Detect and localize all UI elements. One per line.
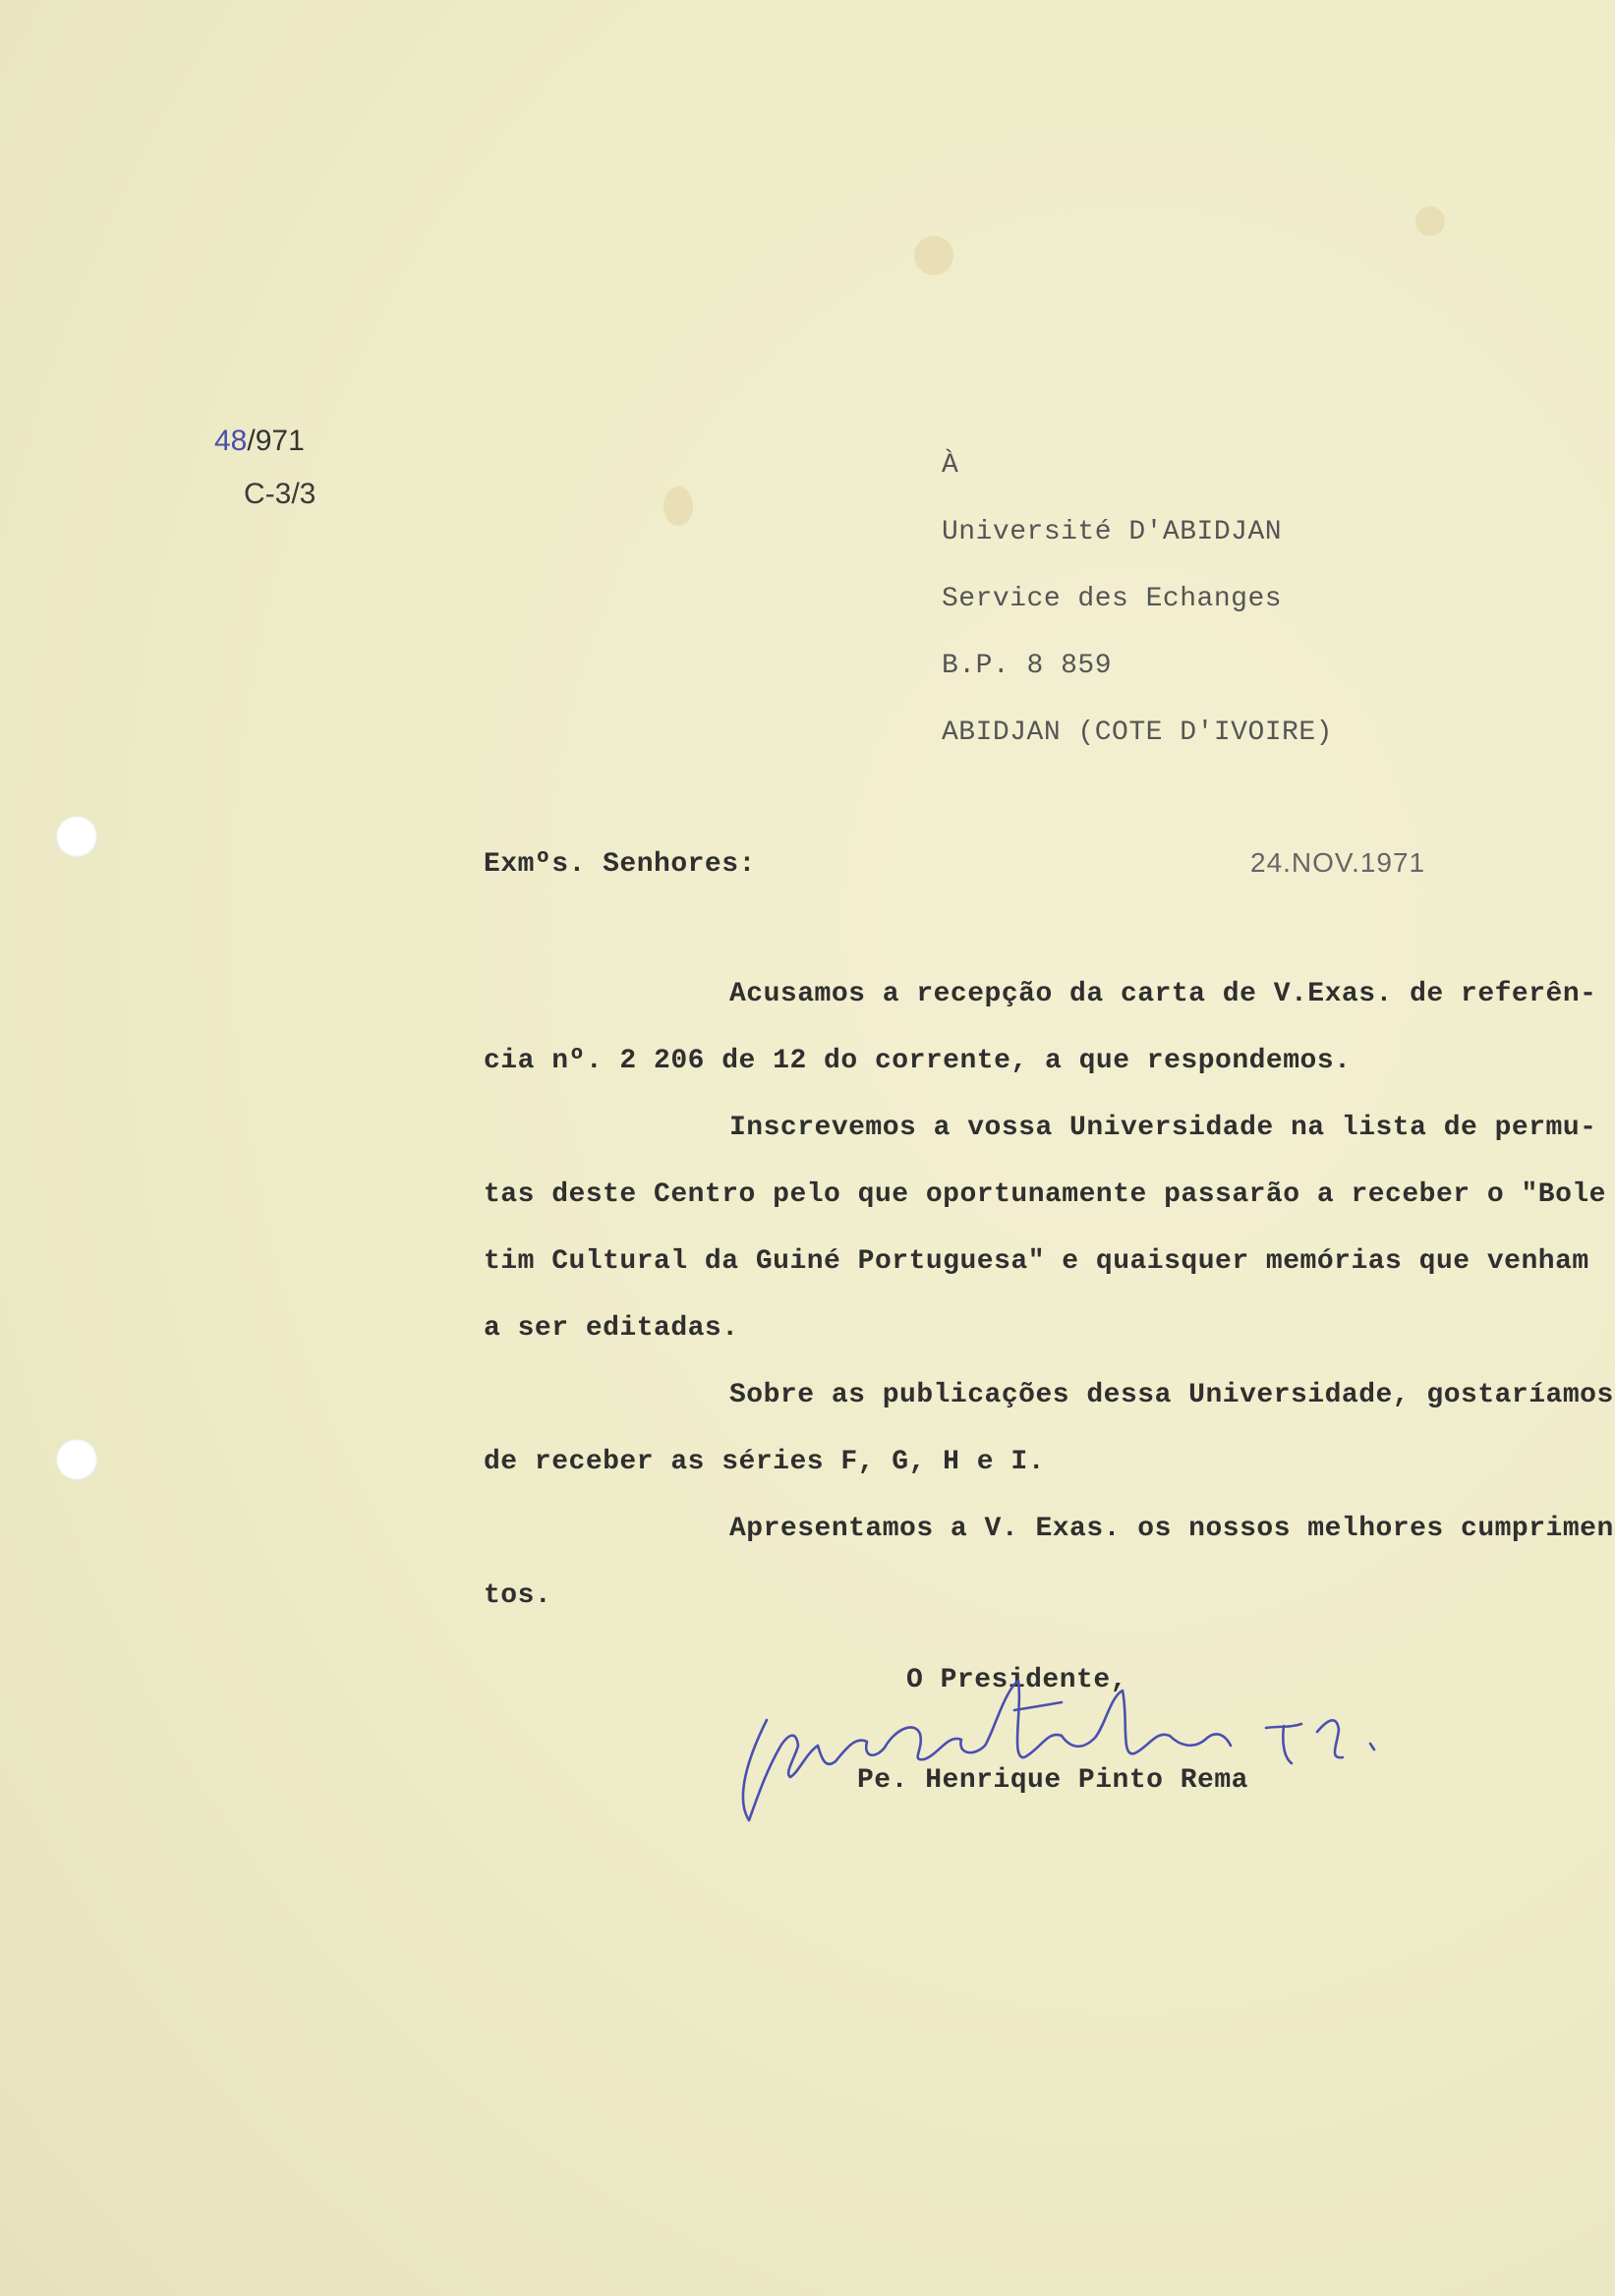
closing-name: Pe. Henrique Pinto Rema	[857, 1765, 1248, 1796]
recipient-line-4: ABIDJAN (COTE D'IVOIRE)	[942, 718, 1333, 748]
punch-hole-top	[56, 816, 97, 857]
body-line: tos.	[484, 1580, 552, 1611]
body-line: a ser editadas.	[484, 1313, 739, 1344]
paper-stain	[1415, 206, 1445, 236]
reference-number	[214, 425, 305, 458]
reference-year: /971	[247, 425, 305, 457]
punch-hole-bottom	[56, 1439, 97, 1480]
reference-code: C-3/3	[244, 478, 317, 510]
body-line: Sobre as publicações dessa Universidade, gostaríamos	[729, 1380, 1614, 1410]
reference-handwritten-number: 48	[214, 425, 248, 457]
body-line: Acusamos a recepção da carta de V.Exas. de referên-	[729, 979, 1597, 1009]
body-line: tim Cultural da Guiné Portuguesa" e quaisquer memórias que venham	[484, 1246, 1589, 1277]
body-line: cia nº. 2 206 de 12 do corrente, a que respondemos.	[484, 1046, 1352, 1076]
body-line: Apresentamos a V. Exas. os nossos melhores cumprimen	[729, 1514, 1614, 1544]
paper-stain	[663, 487, 693, 526]
handwritten-signature	[727, 1651, 1474, 1828]
recipient-prefix: À	[942, 450, 959, 481]
recipient-line-3: B.P. 8 859	[942, 651, 1113, 681]
closing-title: O Presidente,	[906, 1665, 1127, 1695]
salutation: Exmºs. Senhores:	[484, 849, 756, 880]
body-line: de receber as séries F, G, H e I.	[484, 1447, 1045, 1477]
paper-stain	[914, 236, 953, 275]
date-stamp: 24.NOV.1971	[1250, 847, 1426, 878]
recipient-line-1: Université D'ABIDJAN	[942, 517, 1283, 547]
recipient-line-2: Service des Echanges	[942, 584, 1283, 614]
body-line: Inscrevemos a vossa Universidade na lista de permu-	[729, 1113, 1597, 1143]
body-line: tas deste Centro pelo que oportunamente passarão a receber o "Bole	[484, 1179, 1606, 1210]
